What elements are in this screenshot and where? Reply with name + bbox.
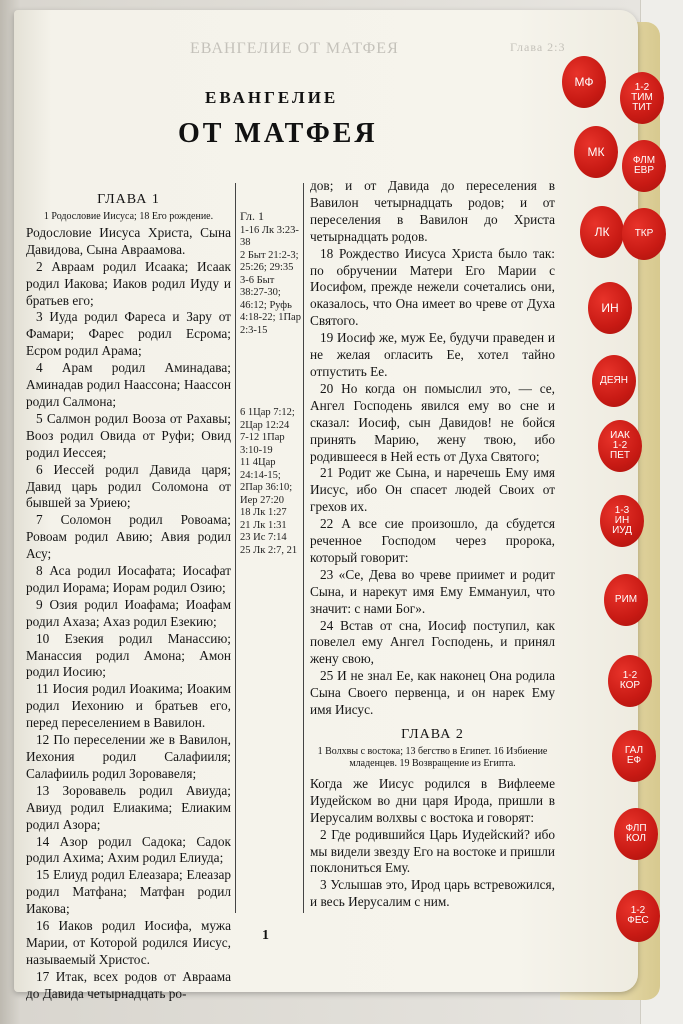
column-rule-right	[303, 183, 304, 913]
verse: 7 Соломон родил Ровоама; Ровоам родил Авию; Авия родил Асу;	[26, 512, 231, 562]
column-rule-left	[235, 183, 236, 913]
tab-mk[interactable]: МК	[574, 126, 618, 178]
verse: 20 Но когда он помыслил это, — се, Ангел Господень явился ему во сне и сказал: Иосиф, сын Давидов! не бойся принять Марию, жену твою, ибо родившееся в Ней есть от Духа Святого;	[310, 380, 555, 464]
verse: 4 Арам родил Аминадава; Аминадав родил Наассона; Наассон родил Салмона;	[26, 360, 231, 409]
verse: 16 Иаков родил Иосифа, мужа Марии, от Которой родился Иисус, называемый Христос.	[26, 918, 231, 967]
tab-in-iud[interactable]: 1-3 ИН ИУД	[600, 495, 644, 547]
left-text-column	[26, 192, 231, 1003]
verse: 25 И не знал Ее, как наконец Она родила Сына Своего первенца, и он нарек Ему имя Иисус.	[310, 668, 555, 718]
verse: 11 Иосия родил Иоакима; Иоаким родил Иехонию и братьев его, перед переселением в Вавилон.	[26, 681, 231, 731]
cross-reference: Гл. 1	[240, 209, 265, 223]
verse: 8 Аса родил Иосафата; Иосафат родил Иорама; Иорам родил Озию;	[26, 563, 231, 595]
cross-reference: 1-16 Лк 3:23-38	[240, 224, 299, 248]
verse: 14 Азор родил Садока; Садок родил Ахима; Ахим родил Елиуда;	[26, 833, 231, 866]
cross-reference: 25 Лк 2:7, 21	[240, 544, 298, 556]
verse: 21 Родит же Сына, и наречешь Ему имя Иисус, ибо Он спасет людей Своих от грехов их.	[310, 465, 555, 515]
tab-tim-tit[interactable]: 1-2 ТИМ ТИТ	[620, 72, 664, 124]
cross-reference-column	[240, 210, 302, 557]
tab-iak-pet[interactable]: ИАК 1-2 ПЕТ	[598, 420, 642, 472]
cross-reference: 23 Ис 7:14	[240, 532, 287, 543]
verse: 18 Рождество Иисуса Христа было так: по обручении Матери Его Марии с Иосифом, прежде нежели сочетались они, оказалось, что Она имеет во чреве от Духа Святого.	[310, 245, 555, 329]
verse: 9 Озия родил Иоафама; Иоафам родил Ахаза; Ахаз родил Езекию;	[26, 596, 231, 629]
verse: 13 Зоровавель родил Авиуда; Авиуд родил Елиакима; Елиаким родил Азора;	[26, 782, 231, 832]
verse: 19 Иосиф же, муж Ее, будучи праведен и не желая огласить Ее, хотел тайно отпустить Ее.	[310, 330, 555, 379]
page-number: 1	[262, 928, 269, 943]
book-title-top: ЕВАНГЕЛИЕ	[205, 88, 339, 107]
book-title-main: ОТ МАТФЕЯ	[178, 118, 378, 149]
chapter-1-heading: ГЛАВА 1	[97, 192, 160, 207]
cross-reference: 3-6 Быт 38:27-30; 46:12; Руфь 4:18-22; 1Пар 2:3-15	[240, 274, 301, 336]
tab-rim[interactable]: РИМ	[604, 574, 648, 626]
tab-tkr[interactable]: ТКР	[622, 208, 666, 260]
tab-mf[interactable]: МФ	[562, 56, 606, 108]
verse: 3 Иуда родил Фареса и Зару от Фамари; Фарес родил Есрома; Есром родил Арама;	[26, 309, 231, 359]
verse: 3 Услышав это, Ирод царь встревожился, и весь Иерусалим с ним.	[310, 877, 555, 910]
verse: 22 А все сие произошло, да сбудется реченное Господом через пророка, который говорит:	[310, 516, 555, 565]
tab-deyan[interactable]: ДЕЯН	[592, 355, 636, 407]
running-head	[190, 40, 590, 58]
verse: 5 Салмон родил Вооза от Рахавы; Вооз родил Овида от Руфи; Овид родил Иессея;	[26, 410, 231, 460]
verse: 23 «Се, Дева во чреве приимет и родит Сына, и нарекут имя Ему Еммануил, что значит: с нами Бог».	[310, 566, 555, 616]
verse: 17 Итак, всех родов от Авраама до Давида четырнадцать ро-	[26, 968, 231, 1001]
tab-fes[interactable]: 1-2 ФЕС	[616, 890, 660, 942]
cross-reference: 6 1Цар 7:12; 2Цар 12:24	[240, 407, 295, 431]
verse: Когда же Иисус родился в Вифлееме Иудейском во дни царя Ирода, пришли в Иерусалим волхвы с востока и говорят:	[310, 775, 555, 825]
verse: Родословие Иисуса Христа, Сына Давидова, Сына Авраамова.	[26, 224, 231, 257]
tab-in[interactable]: ИН	[588, 282, 632, 334]
cross-reference: 11 4Цар 24:14-15; 2Пар 36:10; Иер 27:20	[240, 457, 293, 506]
chapter-2-heading: ГЛАВА 2	[401, 727, 464, 742]
verse: 15 Елиуд родил Елеазара; Елеазар родил Матфана; Матфан родил Иакова;	[26, 867, 231, 917]
running-head-right: Глава 2:3	[510, 40, 566, 54]
verse: 6 Иессей родил Давида царя; Давид царь родил Соломона от бывшей за Уриею;	[26, 461, 231, 511]
verse: 10 Езекия родил Манассию; Манассия родил Амона; Амон родил Иосию;	[26, 630, 231, 680]
cross-reference: 21 Лк 1:31	[240, 519, 287, 531]
tab-flm-evr[interactable]: ФЛМ ЕВР	[622, 140, 666, 192]
verse: 2 Авраам родил Исаака; Исаак родил Иакова; Иаков родил Иуду и братьев его;	[26, 258, 231, 308]
cross-reference: 7-12 1Пар 3:10-19	[240, 432, 285, 456]
chapter-1-summary: 1 Родословие Иисуса; 18 Его рождение.	[43, 210, 214, 222]
tab-kor[interactable]: 1-2 КОР	[608, 655, 652, 707]
verse: дов; и от Давида до переселения в Вавилон четырнадцать родов; и от переселения в Вавилон до Христа четырнадцать родов.	[310, 178, 555, 244]
verse: 12 По переселении же в Вавилон, Иехония родил Салафииля; Салафииль родил Зоровавеля;	[26, 732, 231, 781]
chapter-2-summary: 1 Волхвы с востока; 13 бегство в Египет. 16 Избиение младенцев. 19 Возвращение из Египта.	[317, 745, 548, 769]
right-text-column	[310, 178, 555, 911]
verse: 2 Где родившийся Царь Иудейский? ибо мы видели звезду Его на востоке и пришли поклониться Ему.	[310, 826, 555, 876]
running-head-left: ЕВАНГЕЛИЕ ОТ МАТФЕЯ	[190, 40, 399, 57]
tab-flp-kol[interactable]: ФЛП КОЛ	[614, 808, 658, 860]
cross-reference: 18 Лк 1:27	[240, 507, 287, 518]
verse: 24 Встав от сна, Иосиф поступил, как повелел ему Ангел Господень, и принял жену свою,	[310, 617, 555, 667]
tab-lk[interactable]: ЛК	[580, 206, 624, 258]
cross-reference: 2 Быт 21:2-3; 25:26; 29:35	[240, 249, 299, 273]
tab-gal-ef[interactable]: ГАЛ ЕФ	[612, 730, 656, 782]
